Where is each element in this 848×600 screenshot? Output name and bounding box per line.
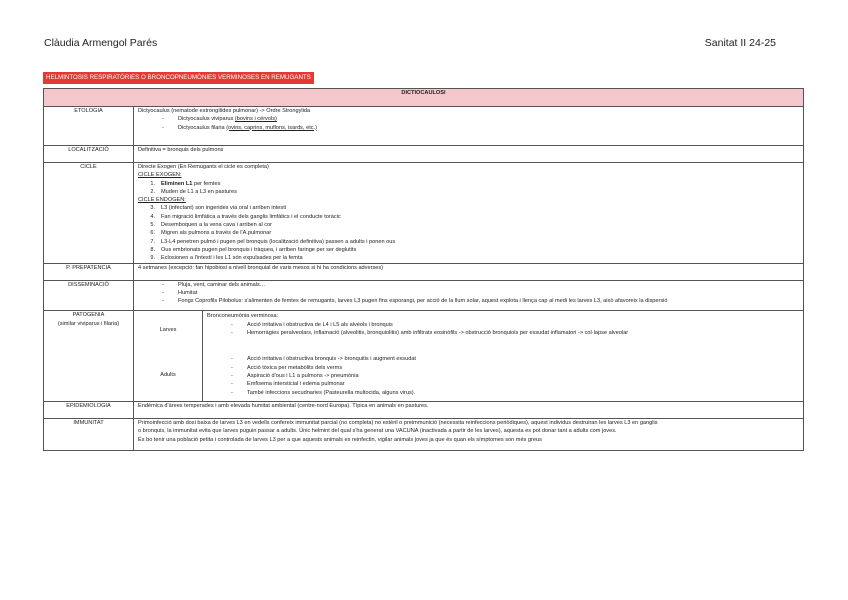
list-item: 5. Desemboquen a la vena cava i arriben al cor <box>150 222 273 229</box>
immunitat-line: Primoinfecció amb dosi baixa de larves L3 en vedells confereix immunitat parcial (no completa) no estèril o preimmunició (necessita reinfeccions periòdiques), aquest individus destruiran les larves L3 en ganglis <box>138 419 658 426</box>
list-item: - Acció irritativa i obstructiva bronquis -> bronquitis i augment exsudat <box>231 356 416 363</box>
content-larves <box>203 311 804 349</box>
list-item: 9. Eclosionen a l'intestí i les L1 són expulsades per la femta <box>150 255 303 262</box>
list-item: - Acció tòxica per metabòlits dels verms <box>231 364 343 371</box>
row-cicle <box>44 163 804 264</box>
content-adults <box>203 349 804 400</box>
patogenia-sublabel: (similar viviparus i filaria) <box>57 320 120 327</box>
content-immunitat <box>134 418 804 450</box>
list-item: - Pluja, vent, caminar dels animals… <box>162 281 266 288</box>
content-patogenia <box>134 311 804 401</box>
row-disseminacio <box>44 280 804 311</box>
label-adults: Adults <box>134 349 203 400</box>
larves-title: Bronconeumònia verminosa: <box>207 313 279 320</box>
label-localitzacio: LOCALITZACIÓ <box>44 146 134 163</box>
table-heading: DICTIOCAULOSI <box>44 89 804 107</box>
row-patogenia <box>44 311 804 401</box>
list-item: 4. Fan migració limfàtica a través dels ganglis limfàtics i el conducte toràcic <box>150 213 341 220</box>
list-item: - Aspiració d'ous i L1 a pulmons -> pneumònia <box>231 373 359 380</box>
list-item: 3. L3 (infectant) son ingerides via oral i arriben intestí <box>150 205 287 212</box>
label-immunitat: IMMUNITAT <box>44 418 134 450</box>
section-title: HELMINTOSIS RESPIRATÒRIES O BRONCOPNEUMÒNIES VERMINOSES EN REMUGANTS <box>43 72 314 84</box>
list-item: - Emfisema intersticial i edema pulmonar <box>231 381 345 388</box>
patogenia-label: PATOGENIA <box>72 312 105 319</box>
row-prepatencia <box>44 263 804 280</box>
list-item: 1. Eliminen L1 per femtes <box>150 180 221 187</box>
list-item: 7. L3-L4 penetren pulmó i pugen pel bronquis (localització definitiva) passen a adults i ponen ous <box>150 238 396 245</box>
course-title: Sanitat II 24-25 <box>704 37 776 49</box>
label-prepatencia: P. PREPATENCIA <box>44 263 134 280</box>
immunitat-line: És bo tenir una població petita i controlada de larves L3 per a que aquests animals es reinfectin, vigilar animals joves ja que és quan els símptomes son més greus <box>138 436 542 443</box>
content-etiologia <box>134 107 804 146</box>
list-item: - Dictyocaulus viviparus (bovins i cérvols) <box>162 116 277 123</box>
etiologia-line: Dictyocaulus (nematode estrongílides pulmonar) -> Ordre Strongylida <box>138 108 311 114</box>
author-name: Clàudia Armengol Parés <box>44 37 158 49</box>
list-item: - Acció irritativa i obstructiva de L4 i L5 als alvèols i bronquis <box>231 321 393 328</box>
row-epidemiologia <box>44 401 804 418</box>
content-epidemiologia: Endèmica d'àrees temperades i amb elevada humitat ambiental (centre-nord Europa). Típica en animals en pastures. <box>134 401 804 418</box>
table-heading-row <box>44 89 804 107</box>
cicle-endogen-title: CICLE ENDOGEN: <box>138 197 186 204</box>
row-adults <box>134 349 803 400</box>
label-patogenia <box>44 311 134 401</box>
content-localitzacio: Definitiva = bronquis dels pulmons <box>134 146 804 163</box>
list-item: - Fongs Coprofils Pilobolus: s'alimenten de femtes de remugants, larves L3 pugen fins esporangi, per acció de la llum solar, aquest explota i llença cap al medi les larves L3, això afavoreix la dispersió <box>162 298 668 305</box>
dictiocaulosi-table <box>43 88 804 451</box>
content-cicle <box>134 163 804 264</box>
label-larves: Larves <box>134 311 203 349</box>
list-item: 2. Muden de L1 a L3 en pastures <box>150 188 237 195</box>
patogenia-subtable <box>134 311 803 400</box>
label-disseminacio: DISSEMINACIÓ <box>44 280 134 311</box>
list-item: 6. Migren als pulmons a través de l'A.pulmonar <box>150 230 272 237</box>
cicle-exogen-title: CICLE EXOGEN: <box>138 172 182 179</box>
row-localitzacio <box>44 146 804 163</box>
immunitat-line: o bronquis, la immunitat evita que larves puguin passar a adults. Únic helmint del qual s'ha generat una VACUNA (inactivada a partir de les larves), aquesta es pot donar tant a adults com joves. <box>138 428 617 435</box>
list-item: - Humitat <box>162 289 198 296</box>
content-disseminacio <box>134 280 804 311</box>
label-etiologia: ETOLOGIA <box>44 107 134 146</box>
content-prepatencia: 4 setmanes (excepció: fan hipobiosi a nivell bronquial de varis mesos si hi ha condicions adverses) <box>134 263 804 280</box>
cicle-intro: Directe Exogen (En Remugants el cicle es completa) <box>138 164 269 170</box>
row-etiologia <box>44 107 804 146</box>
list-item: - També infeccions secudnaries (Pasteurella multocida, alguns virus). <box>231 389 416 396</box>
list-item: - Dictyocaulus filaria (ovins, caprins, muflons, isards, etc.) <box>162 124 317 131</box>
label-epidemiologia: EPIDEMIOLOGIA <box>44 401 134 418</box>
list-item: 8. Ous embrionats pugen pel bronquis i tràquea, i arriben faringe per ser deglutits <box>150 246 357 253</box>
row-larves <box>134 311 803 349</box>
row-immunitat <box>44 418 804 450</box>
list-item: - Hemorràgies peralveolars, inflamació (alveolitis, bronquiolitis) amb infiltrats eosinòfils -> obstrucció bronquiols per exsudat inflamatori -> col·lapse alveolar <box>231 330 629 337</box>
label-cicle: CICLE <box>44 163 134 264</box>
